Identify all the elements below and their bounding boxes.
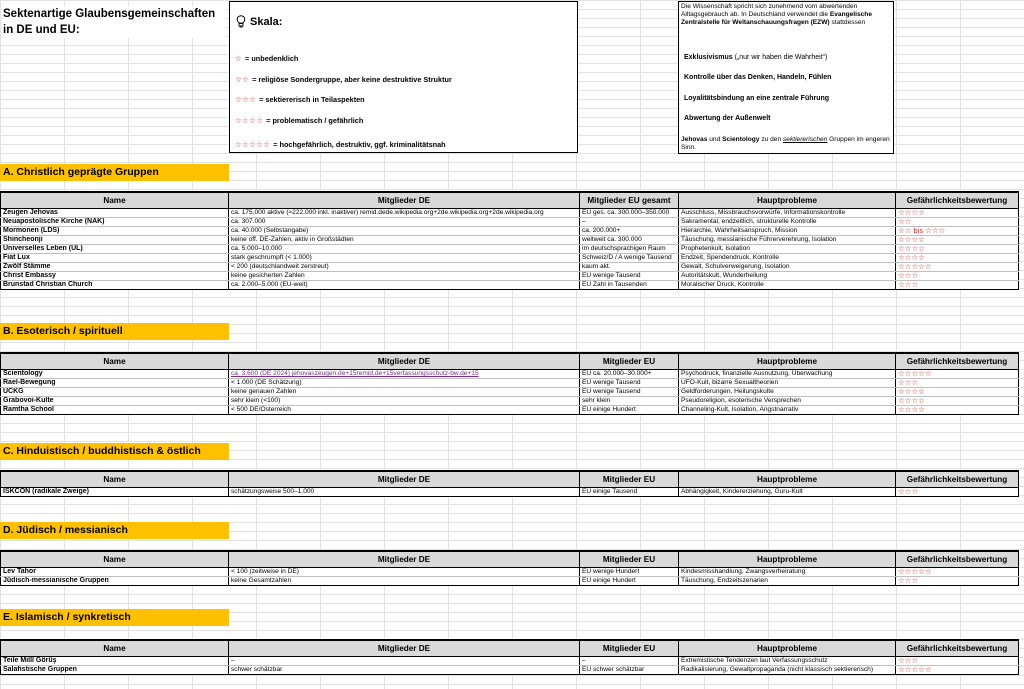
cell-problems[interactable]: Channeling-Kult, Isolation, Angstnarrativ: [679, 406, 896, 415]
star-rating-icon: ☆☆: [235, 75, 250, 84]
table-row: [1, 236, 1019, 245]
cell-name[interactable]: Neuapostolische Kirche (NAK): [1, 218, 229, 227]
cell-members-de[interactable]: schwer schätzbar: [229, 666, 580, 675]
table-row: [1, 263, 1019, 272]
section-table: [0, 639, 1019, 675]
scale-row: [235, 116, 363, 125]
cell-members-de[interactable]: keine genauen Zahlen: [229, 388, 580, 397]
cell-members-de[interactable]: keine off. DE-Zahlen, aktiv in Großstädten: [229, 236, 580, 245]
cell-members-de[interactable]: keine gesicherten Zahlen: [229, 272, 580, 281]
table-row: [1, 254, 1019, 263]
section-title: D. Jüdisch / messianisch: [0, 522, 229, 539]
cell-name[interactable]: Mormonen (LDS): [1, 227, 229, 236]
scale-legend-box: [229, 1, 578, 153]
column-header[interactable]: Mitglieder EU: [580, 353, 679, 370]
column-header[interactable]: Mitglieder EU: [580, 640, 679, 657]
column-header[interactable]: Gefährlichkeitsbewertung: [896, 551, 1019, 568]
cell-danger-rating[interactable]: ☆☆☆☆☆: [896, 263, 1019, 272]
cell-members-eu[interactable]: –: [580, 657, 679, 666]
scale-row: [235, 95, 365, 104]
cell-problems[interactable]: Kindesmisshandlung, Zwangsverheiratung: [679, 568, 896, 577]
table-row: [1, 218, 1019, 227]
cell-members-de[interactable]: ca. 40.000 (Selbstangabe): [229, 227, 580, 236]
cell-members-de[interactable]: keine Gesamtzahlen: [229, 577, 580, 586]
cell-members-de[interactable]: stark geschrumpft (< 1.000): [229, 254, 580, 263]
column-header[interactable]: Mitglieder DE: [229, 192, 580, 209]
lightbulb-icon: [236, 15, 246, 28]
cell-name[interactable]: Teile Millî Görüş: [1, 657, 229, 666]
cell-members-de[interactable]: < 100 (zeitweise in DE): [229, 568, 580, 577]
column-header[interactable]: Hauptprobleme: [679, 640, 896, 657]
cell-name[interactable]: UCKG: [1, 388, 229, 397]
column-header[interactable]: Name: [1, 353, 229, 370]
cell-members-eu[interactable]: EU wenige Tausend: [580, 379, 679, 388]
section-title: E. Islamisch / synkretisch: [0, 609, 229, 626]
table-row: [1, 272, 1019, 281]
star-rating-icon: ☆☆☆: [235, 95, 257, 104]
cell-name[interactable]: ISKCON (radikale Zweige): [1, 488, 229, 497]
table-row: [1, 657, 1019, 666]
cell-name[interactable]: Lev Tahor: [1, 568, 229, 577]
cell-problems[interactable]: Sakramental, endzeitlich, strukturelle Kontrolle: [679, 218, 896, 227]
cell-name[interactable]: Zeugen Jehovas: [1, 209, 229, 218]
section-table: [0, 352, 1019, 415]
note-outro: Jehovas und Scientology zu den sektiererischen Gruppen im engeren Sinn.: [681, 136, 890, 152]
cell-name[interactable]: Salafistische Gruppen: [1, 666, 229, 675]
criterion-item: Exklusivismus („nur wir haben die Wahrheit“): [684, 54, 828, 61]
section-title: A. Christlich geprägte Gruppen: [0, 164, 229, 181]
cell-problems[interactable]: Täuschung, Endzeitszenarien: [679, 577, 896, 586]
cell-name[interactable]: Ramtha School: [1, 406, 229, 415]
cell-problems[interactable]: Gewalt, Schulverweigerung, Isolation: [679, 263, 896, 272]
table-row: [1, 388, 1019, 397]
cell-problems[interactable]: Extremistische Tendenzen laut Verfassungsschutz: [679, 657, 896, 666]
section-title: C. Hinduistisch / buddhistisch & östlich: [0, 443, 229, 460]
column-header[interactable]: Mitglieder DE: [229, 353, 580, 370]
section-title: B. Esoterisch / spirituell: [0, 323, 229, 340]
column-header[interactable]: Hauptprobleme: [679, 192, 896, 209]
cell-members-eu[interactable]: EU schwer schätzbar: [580, 666, 679, 675]
cell-name[interactable]: Jüdisch-messianische Gruppen: [1, 577, 229, 586]
cell-danger-rating[interactable]: ☆☆☆☆☆: [896, 568, 1019, 577]
column-header[interactable]: Mitglieder DE: [229, 471, 580, 488]
scale-row-text: = unbedenklich: [245, 54, 299, 63]
cell-name[interactable]: Zwölf Stämme: [1, 263, 229, 272]
cell-members-de[interactable]: < 200 (deutschlandweit zerstreut): [229, 263, 580, 272]
table-row: [1, 488, 1019, 497]
criterion-item: Loyalitätsbindung an eine zentrale Führung: [684, 95, 830, 102]
section-table: [0, 470, 1019, 497]
column-header[interactable]: Gefährlichkeitsbewertung: [896, 471, 1019, 488]
cell-danger-rating[interactable]: ☆☆☆☆: [896, 388, 1019, 397]
scale-row-text: = sektiererisch in Teilaspekten: [259, 95, 365, 104]
cell-name[interactable]: Christ Embassy: [1, 272, 229, 281]
cell-danger-rating[interactable]: ☆☆☆☆☆: [896, 370, 1019, 379]
cell-danger-rating[interactable]: ☆☆☆: [896, 281, 1019, 290]
scale-row-text: = problematisch / gefährlich: [266, 116, 364, 125]
cell-danger-rating[interactable]: ☆☆☆: [896, 379, 1019, 388]
cell-members-eu[interactable]: im deutschsprachigen Raum: [580, 245, 679, 254]
cell-members-de[interactable]: < 500 DE/Österreich: [229, 406, 580, 415]
cell-members-eu[interactable]: kaum akt.: [580, 263, 679, 272]
column-header[interactable]: Hauptprobleme: [679, 551, 896, 568]
table-row: [1, 379, 1019, 388]
column-header[interactable]: Gefährlichkeitsbewertung: [896, 640, 1019, 657]
scale-row: [235, 75, 452, 84]
cell-members-eu[interactable]: sehr klein: [580, 397, 679, 406]
cell-name[interactable]: Grabovoi-Kulte: [1, 397, 229, 406]
cell-members-eu[interactable]: EU einige Tausend: [580, 488, 679, 497]
cell-members-eu[interactable]: EU ca. 20.000–30.000+: [580, 370, 679, 379]
cell-problems[interactable]: Hierarchie, Wahrheitsanspruch, Mission: [679, 227, 896, 236]
cell-problems[interactable]: Prophetenkult, Isolation: [679, 245, 896, 254]
cell-danger-rating[interactable]: ☆☆☆: [896, 657, 1019, 666]
cell-danger-rating[interactable]: ☆☆☆☆: [896, 236, 1019, 245]
scale-row-text: = hochgefährlich, destruktiv, ggf. kriminalitätsnah: [273, 140, 446, 149]
cell-danger-rating[interactable]: ☆☆☆☆: [896, 209, 1019, 218]
cell-name[interactable]: Shincheonji: [1, 236, 229, 245]
column-header[interactable]: Mitglieder EU gesamt: [580, 192, 679, 209]
column-header[interactable]: Gefährlichkeitsbewertung: [896, 192, 1019, 209]
cell-members-eu[interactable]: EU einige Hundert: [580, 406, 679, 415]
table-row: [1, 568, 1019, 577]
table-row: [1, 281, 1019, 290]
table-row: [1, 397, 1019, 406]
cell-danger-rating[interactable]: ☆☆☆☆: [896, 397, 1019, 406]
cell-problems[interactable]: Ausschluss, Missbrauchsvorwürfe, Informationskontrolle: [679, 209, 896, 218]
column-header[interactable]: Mitglieder EU: [580, 551, 679, 568]
table-header-row: [1, 640, 1019, 657]
cell-members-de[interactable]: sehr klein (<100): [229, 397, 580, 406]
cell-name[interactable]: Fiat Lux: [1, 254, 229, 263]
cell-name[interactable]: Brunstad Christian Church: [1, 281, 229, 290]
scale-title-text: Skala:: [250, 15, 283, 28]
cell-name[interactable]: Universelles Leben (UL): [1, 245, 229, 254]
cell-problems[interactable]: Moralischer Druck, Kontrolle: [679, 281, 896, 290]
star-rating-icon: ☆: [235, 54, 243, 63]
table-row: [1, 370, 1019, 379]
cell-danger-rating[interactable]: ☆☆☆: [896, 272, 1019, 281]
cell-members-eu[interactable]: –: [580, 218, 679, 227]
cell-members-de[interactable]: ca. 5.000–10.000: [229, 245, 580, 254]
cell-members-de[interactable]: ca. 307.000: [229, 218, 580, 227]
column-header[interactable]: Hauptprobleme: [679, 471, 896, 488]
cell-members-de[interactable]: schätzungsweise 500–1.000: [229, 488, 580, 497]
cell-members-eu[interactable]: EU wenige Tausend: [580, 388, 679, 397]
star-rating-icon: ☆☆☆☆☆: [235, 140, 271, 149]
scale-row: [235, 54, 298, 63]
table-header-row: [1, 551, 1019, 568]
table-row: [1, 227, 1019, 236]
table-header-row: [1, 192, 1019, 209]
table-header-row: [1, 353, 1019, 370]
scale-row-text: = religiöse Sondergruppe, aber keine destruktive Struktur: [252, 75, 452, 84]
cell-members-de[interactable]: ca. 2.000–5.000 (EU-weit): [229, 281, 580, 290]
table-header-row: [1, 471, 1019, 488]
table-row: [1, 406, 1019, 415]
cell-problems[interactable]: Pseudoreligion, esoterische Versprechen: [679, 397, 896, 406]
table-row: [1, 666, 1019, 675]
cell-problems[interactable]: Psychodruck, finanzielle Ausnutzung, Überwachung: [679, 370, 896, 379]
cell-members-eu[interactable]: EU ges. ca. 300.000–350.000: [580, 209, 679, 218]
criterion-item: Abwertung der Außenwelt: [684, 115, 771, 122]
column-header[interactable]: Mitglieder DE: [229, 551, 580, 568]
cell-name[interactable]: Scientology: [1, 370, 229, 379]
column-header[interactable]: Name: [1, 551, 229, 568]
cell-problems[interactable]: Radikalisierung, Gewaltpropaganda (nicht klassisch sektiererisch): [679, 666, 896, 675]
cell-members-eu[interactable]: EU Zahl in Tausenden: [580, 281, 679, 290]
document-title: Sektenartige Glaubensgemeinschaften in DE und EU:: [3, 6, 225, 38]
cell-problems[interactable]: Geldforderungen, Heilungskulte: [679, 388, 896, 397]
section-table: [0, 191, 1019, 290]
cell-danger-rating[interactable]: ☆☆☆: [896, 577, 1019, 586]
section-table: [0, 550, 1019, 586]
cell-danger-rating[interactable]: ☆☆☆: [896, 488, 1019, 497]
cell-members-eu[interactable]: weltweit ca. 300.000: [580, 236, 679, 245]
note-intro: Die Wissenschaft spricht sich zunehmend vom abwertenden Alltagsgebrauch ab. In Deutschland verwendet die Evangelische Zentralstelle für Weltanschauungsfragen (EZW) stattdessen: [681, 3, 872, 27]
cell-danger-rating[interactable]: ☆☆☆☆☆: [896, 666, 1019, 675]
cell-members-eu[interactable]: Schweiz/D / A wenige Tausend: [580, 254, 679, 263]
criteria-note-box: [678, 1, 894, 154]
column-header[interactable]: Gefährlichkeitsbewertung: [896, 353, 1019, 370]
cell-danger-rating[interactable]: ☆☆☆☆: [896, 254, 1019, 263]
table-row: [1, 245, 1019, 254]
cell-members-eu[interactable]: EU wenige Hundert: [580, 568, 679, 577]
cell-danger-rating[interactable]: ☆☆☆☆: [896, 245, 1019, 254]
column-header[interactable]: Hauptprobleme: [679, 353, 896, 370]
scale-title: [236, 15, 282, 28]
cell-members-de[interactable]: –: [229, 657, 580, 666]
cell-members-de[interactable]: < 1.000 (DE Schätzung): [229, 379, 580, 388]
cell-danger-rating[interactable]: ☆☆: [896, 218, 1019, 227]
cell-name[interactable]: Rael-Bewegung: [1, 379, 229, 388]
table-row: [1, 209, 1019, 218]
table-row: [1, 577, 1019, 586]
scale-row: [235, 140, 446, 149]
cell-problems[interactable]: UFO-Kult, bizarre Sexualtheorien: [679, 379, 896, 388]
star-rating-icon: ☆☆☆☆: [235, 116, 264, 125]
cell-problems[interactable]: Endzeit, Spendendruck, Kontrolle: [679, 254, 896, 263]
column-header[interactable]: Name: [1, 471, 229, 488]
column-header[interactable]: Mitglieder DE: [229, 640, 580, 657]
cell-problems[interactable]: Autoritätskult, Wunderheilung: [679, 272, 896, 281]
column-header[interactable]: Name: [1, 192, 229, 209]
column-header[interactable]: Mitglieder EU: [580, 471, 679, 488]
cell-members-eu[interactable]: EU einige Hundert: [580, 577, 679, 586]
cell-problems[interactable]: Täuschung, messianische Führerverehrung, Isolation: [679, 236, 896, 245]
cell-members-de[interactable]: ca. 3.600 (DE 2024) jehovaszeugen.de+15remid.de+15verfassungsschutz-bw.de+15: [229, 370, 580, 379]
cell-problems[interactable]: Abhängigkeit, Kindererziehung, Guru-Kult: [679, 488, 896, 497]
cell-danger-rating[interactable]: ☆☆ bis ☆☆☆: [896, 227, 1019, 236]
cell-members-eu[interactable]: EU wenige Tausend: [580, 272, 679, 281]
column-header[interactable]: Name: [1, 640, 229, 657]
cell-members-de[interactable]: ca. 175.000 aktive (≈222.000 inkl. inaktiver) remid.dede.wikipedia.org+2de.wikipedia.org+2de.wikipedia.org: [229, 209, 580, 218]
cell-danger-rating[interactable]: ☆☆☆☆: [896, 406, 1019, 415]
cell-members-eu[interactable]: ca. 200.000+: [580, 227, 679, 236]
criterion-item: Kontrolle über das Denken, Handeln, Fühlen: [684, 74, 832, 81]
